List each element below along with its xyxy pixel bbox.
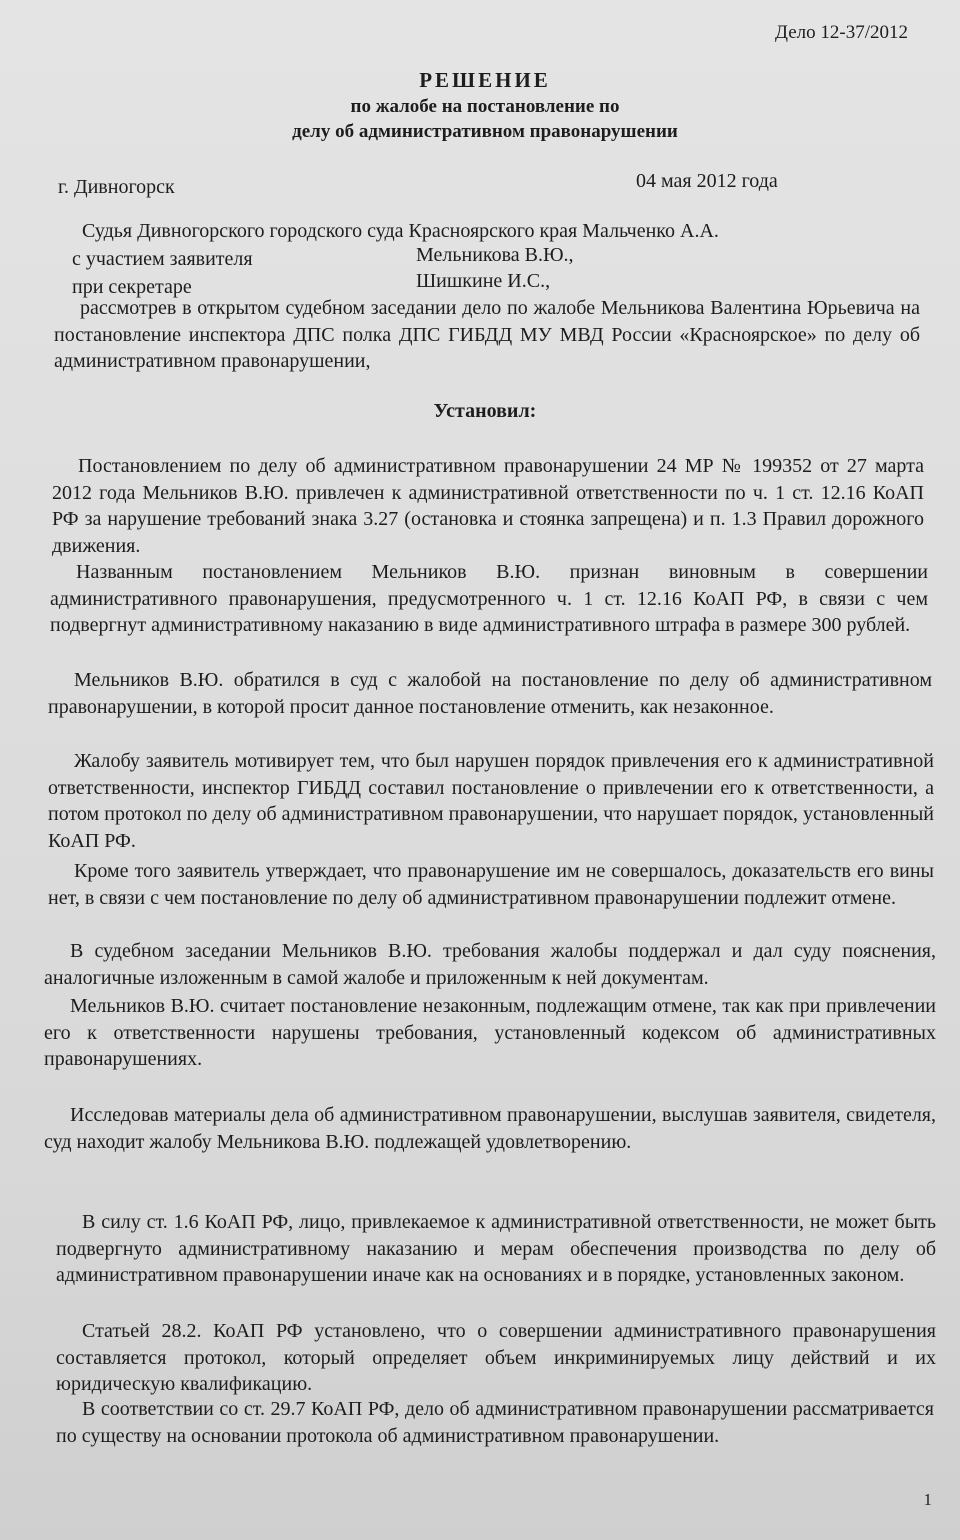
document-subtitle-line1: по жалобе на постановление по <box>350 96 620 117</box>
considering-paragraph: рассмотрев в открытом судебном заседании дело по жалобе Мельникова Валентина Юрьевича на постановление инспектора ДПС полка ДПС ГИБДД МУ МВД России «Красноярское» по делу об административном правонарушении, <box>54 297 920 372</box>
secretary-name: Шишкине И.С., <box>416 270 551 292</box>
paragraph-11: В соответствии со ст. 29.7 КоАП РФ, дело об административном правонарушении рассматривается по существу на основании протокола об административном правонарушении. <box>56 1398 934 1447</box>
document-subtitle-line2: делу об административном правонарушении <box>292 121 678 142</box>
case-number: Дело 12-37/2012 <box>775 22 908 43</box>
judge-line: Судья Дивногорского городского суда Красноярского края Мальченко А.А. <box>82 220 719 242</box>
applicant-name: Мельникова В.Ю., <box>416 244 574 266</box>
paragraph-8: Исследовав материалы дела об административном правонарушении, выслушав заявителя, свидетеля, суд находит жалобу Мельникова В.Ю. подлежащей удовлетворению. <box>44 1104 936 1153</box>
decision-date: 04 мая 2012 года <box>636 170 778 192</box>
paragraph-7: Мельников В.Ю. считает постановление незаконным, подлежащим отмене, так как при привлечении его к ответственности нарушены требования, установленный кодексом об административных правонарушениях. <box>44 995 936 1070</box>
secretary-label: при секретаре <box>72 276 192 298</box>
paragraph-3: Мельников В.Ю. обратился в суд с жалобой на постановление по делу об административном правонарушении, в которой просит данное постановление отменить, как незаконное. <box>48 669 932 718</box>
section-heading: Установил: <box>433 400 537 422</box>
paragraph-5: Кроме того заявитель утверждает, что правонарушение им не совершалось, доказательств его вины нет, в связи с чем постановление по делу об административном правонарушении подлежит отмене. <box>48 860 934 909</box>
paragraph-10: Статьей 28.2. КоАП РФ установлено, что о совершении административного правонарушения составляется протокол, который определяет объем инкриминируемых лицу действий и их юридическую квалификацию. <box>56 1320 936 1395</box>
paragraph-1: Постановлением по делу об административном правонарушении 24 МР № 199352 от 27 марта 2012 года Мельников В.Ю. привлечен к административной ответственности по ч. 1 ст. 12.16 КоАП РФ за нарушение требований знака 3.27 (остановка и стоянка запрещена) и п. 1.3 Правил дорожного движения. <box>52 455 924 557</box>
page-number: 1 <box>923 1490 932 1509</box>
applicant-label: с участием заявителя <box>72 248 253 270</box>
paragraph-6: В судебном заседании Мельников В.Ю. требования жалобы поддержал и дал суду пояснения, аналогичные изложенным в самой жалобе и приложенным к ней документам. <box>44 940 936 989</box>
paragraph-4: Жалобу заявитель мотивирует тем, что был нарушен порядок привлечения его к административной ответственности, инспектор ГИБДД составил постановление о привлечении его к ответственности, а потом протокол по делу об административном правонарушении, что нарушает порядок, установленный КоАП РФ. <box>48 750 934 852</box>
paragraph-2: Названным постановлением Мельников В.Ю. признан виновным в совершении административного правонарушения, предусмотренного ч. 1 ст. 12.16 КоАП РФ, в связи с чем подвергнут административному наказанию в виде административного штрафа в размере 300 рублей. <box>50 561 928 636</box>
city: г. Дивногорск <box>58 176 175 198</box>
paragraph-9: В силу ст. 1.6 КоАП РФ, лицо, привлекаемое к административной ответственности, не может быть подвергнуто административному наказанию и мерам обеспечения производства по делу об административном правонарушении иначе как на основаниях и в порядке, установленных законом. <box>56 1211 936 1286</box>
document-title: РЕШЕНИЕ <box>419 68 551 92</box>
